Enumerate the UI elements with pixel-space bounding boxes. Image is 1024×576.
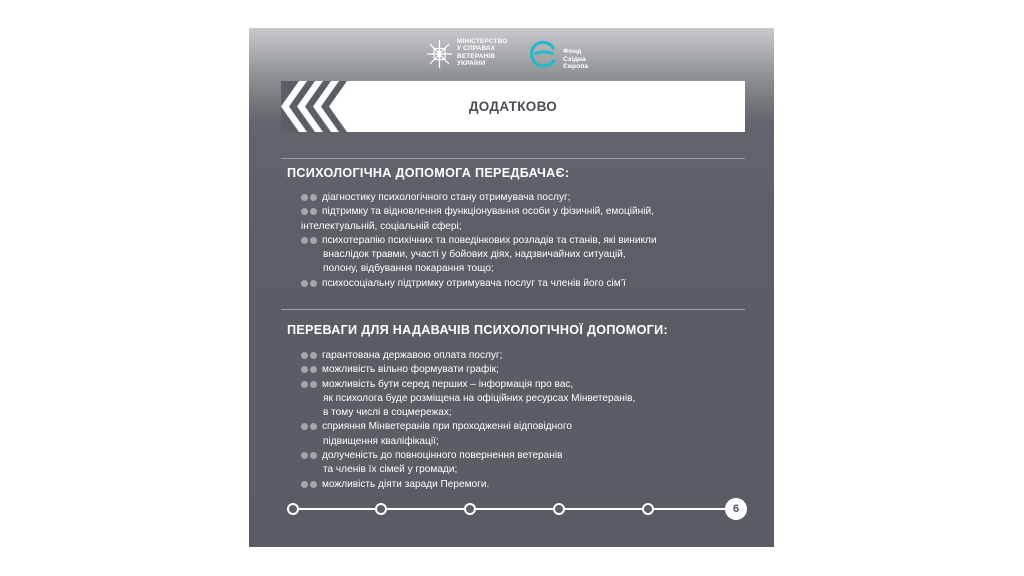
list-item: гарантована державою оплата послуг; [301,349,751,363]
progress-node [464,503,476,515]
bullet-icon [301,352,319,360]
current-page-badge: 6 [725,498,747,520]
banner-title: ДОДАТКОВО [468,99,558,114]
divider [281,309,745,310]
progress-node [553,503,565,515]
bullet-icon [301,194,319,202]
info-card [249,28,774,547]
ministry-name: МІНІСТЕРСТВО У СПРАВАХ ВЕТЕРАНІВ УКРАЇНИ [457,38,508,67]
benefits-list [301,349,751,492]
bullet-icon [301,481,319,489]
list-item: долученість до повноцінного повернення ветеранів та членів їх сімей у громади; [301,449,751,478]
bullet-icon [301,381,319,389]
progress-track [292,508,732,510]
page-progress [287,497,747,521]
bullet-icon [301,280,319,288]
section-banner [281,81,745,132]
ministry-emblem-icon [426,39,453,69]
list-item: підтримку та відновлення функціонування особи у фізичній, емоційній, інтелектуальній, соціальній сфері; [301,206,654,232]
bullet-icon [301,366,319,374]
progress-node [287,503,299,515]
progress-node [375,503,387,515]
help-list [301,191,751,291]
section-title-benefits: ПЕРЕВАГИ ДЛЯ НАДАВАЧІВ ПСИХОЛОГІЧНОЇ ДОПОМОГИ: [287,323,668,337]
bullet-icon [301,237,319,245]
bullet-icon [301,208,319,216]
bullet-icon [301,423,319,431]
list-item: психотерапію психічних та поведінкових розладів та станів, які виникли внаслідок травми, участі у бойових діях, надзвичайних ситуацій, полону, відбування покарання тощо; [301,234,751,277]
list-item: можливість бути серед перших – інформація про вас, як психолога буде розміщена на офіційних ресурсах Мінветеранів, в тому числі в соцмережах; [301,378,751,421]
progress-node [642,503,654,515]
section-title-help: ПСИХОЛОГІЧНА ДОПОМОГА ПЕРЕДБАЧАЄ: [287,166,570,180]
list-item: можливість діяти заради Перемоги. [301,478,751,492]
list-item: можливість вільно формувати графік; [301,363,751,377]
logos-row [249,38,774,72]
list-item: сприяння Мінветеранів при проходженні відповідного підвищення кваліфікації; [301,420,751,449]
divider [281,158,745,159]
bullet-icon [301,452,319,460]
fund-name: Фонд Східна Європа [563,48,589,71]
list-item: психосоціальну підтримку отримувача послуг та членів його сім’ї [301,277,751,291]
fund-e-icon [528,39,558,71]
list-item: діагностику психологічного стану отримувача послуг; [301,191,751,205]
